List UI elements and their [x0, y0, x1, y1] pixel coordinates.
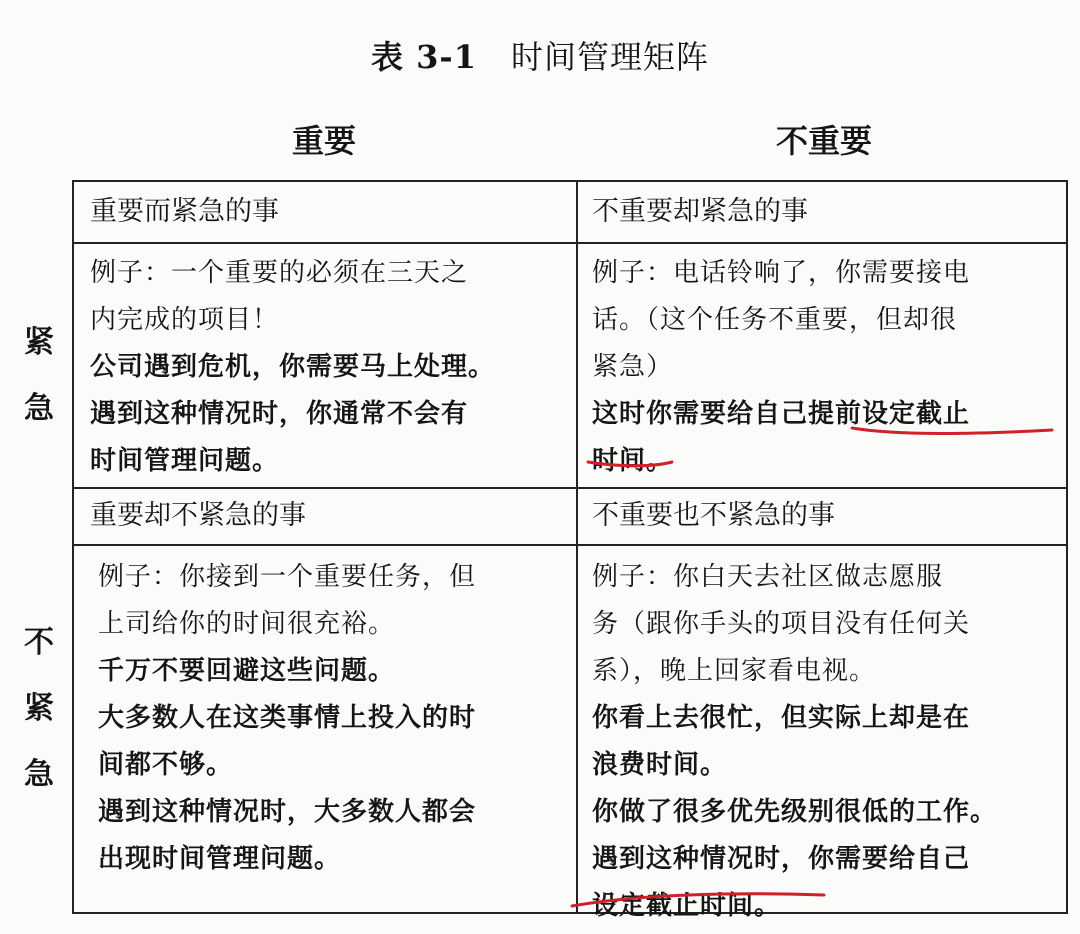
text-line: 你看上去很忙，但实际上却是在 — [592, 703, 971, 733]
divider-vertical — [576, 182, 578, 912]
text-line: 时间。 — [592, 446, 674, 476]
quadrant-important-not-urgent-body — [98, 554, 568, 883]
table-title — [0, 32, 1080, 78]
text-line: 遇到这种情况时，你通常不会有 — [90, 399, 469, 429]
table-title-text: 时间管理矩阵 — [510, 38, 709, 76]
text-line: 公司遇到危机，你需要马上处理。 — [90, 352, 496, 382]
text-line: 例子：一个重要的必须在三天之 — [90, 258, 469, 288]
quadrant-not-important-urgent-body — [592, 250, 1062, 485]
quadrant-important-urgent-heading: 重要而紧急的事 — [90, 196, 279, 227]
quadrant-important-urgent-body — [90, 250, 568, 485]
text-line: 间都不够。 — [98, 750, 234, 780]
row-label-char: 急 — [24, 757, 54, 792]
column-header-important: 重要 — [292, 122, 357, 160]
row-label-urgent — [14, 310, 64, 442]
text-line: 时间管理问题。 — [90, 446, 280, 476]
text-line: 这时你需要给自己提前设定截止 — [592, 399, 971, 429]
text-line: 出现时间管理问题。 — [98, 844, 342, 874]
text-line: 内完成的项目！ — [90, 305, 280, 335]
text-line: 千万不要回避这些问题。 — [98, 656, 396, 686]
row-label-char: 急 — [24, 391, 54, 426]
text-line: 系），晚上回家看电视。 — [592, 656, 877, 686]
text-line: 务（跟你手头的项目没有任何关 — [592, 609, 971, 639]
time-management-matrix — [72, 180, 1068, 921]
text-line: 紧急） — [592, 352, 674, 382]
text-line: 话。（这个任务不重要，但却很 — [592, 305, 958, 335]
quadrant-important-not-urgent-heading: 重要却不紧急的事 — [90, 500, 306, 531]
row-label-char: 不 — [24, 625, 54, 660]
column-header-not-important: 不重要 — [776, 122, 873, 160]
text-line: 遇到这种情况时，大多数人都会 — [98, 797, 477, 827]
text-line: 大多数人在这类事情上投入的时 — [98, 703, 477, 733]
text-line: 例子：你接到一个重要任务，但 — [98, 562, 477, 592]
text-line: 例子：你白天去社区做志愿服 — [592, 562, 944, 592]
row-label-char: 紧 — [24, 325, 54, 360]
divider-heading-top — [74, 242, 1066, 244]
quadrant-not-important-not-urgent-heading: 不重要也不紧急的事 — [592, 500, 835, 531]
quadrant-not-important-not-urgent-body — [592, 554, 1062, 930]
text-line: 遇到这种情况时，你需要给自己 — [592, 844, 971, 874]
table-number: 表 3-1 — [371, 38, 477, 76]
text-line: 上司给你的时间很充裕。 — [98, 609, 396, 639]
text-line: 例子：电话铃响了，你需要接电 — [592, 258, 971, 288]
row-label-char: 紧 — [24, 691, 54, 726]
row-label-not-urgent — [14, 610, 64, 808]
text-line: 你做了很多优先级别很低的工作。 — [592, 797, 998, 827]
quadrant-not-important-urgent-heading: 不重要却紧急的事 — [592, 196, 808, 227]
text-line: 设定截止时间。 — [592, 891, 782, 921]
text-line: 浪费时间。 — [592, 750, 728, 780]
